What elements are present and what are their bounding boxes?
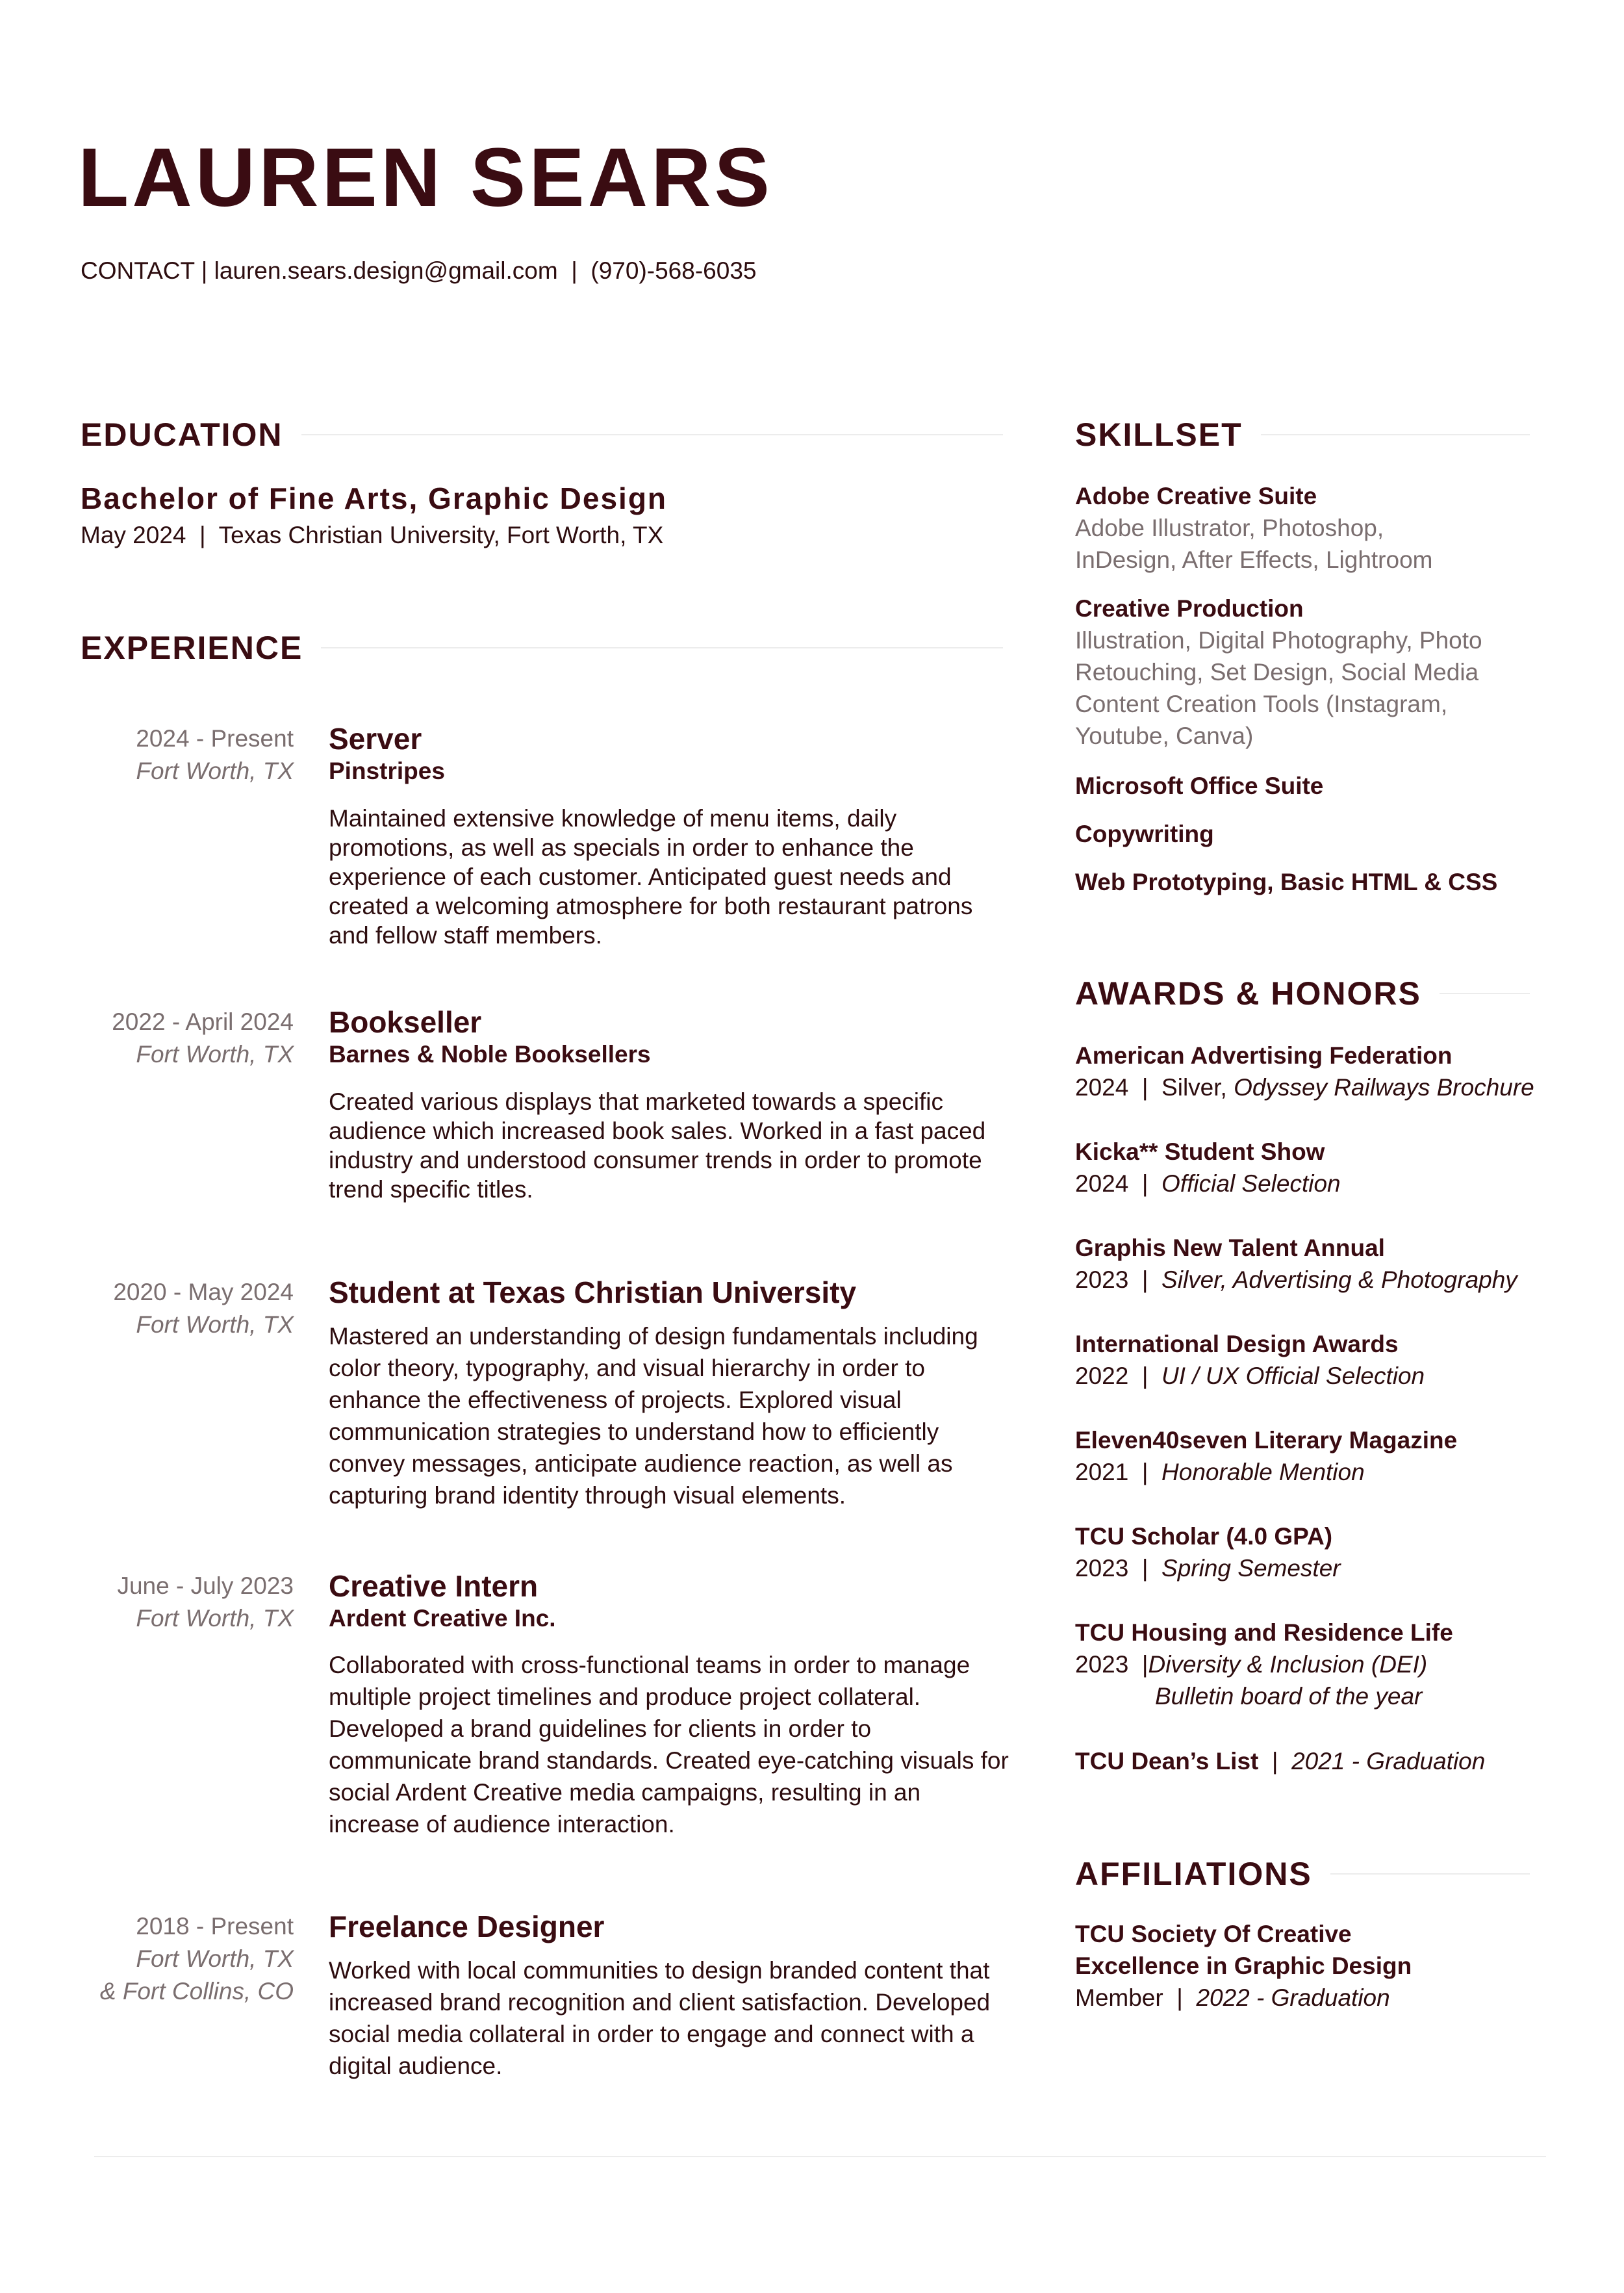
job-date: 2022 - April 2024 [112,1008,294,1035]
award-item: Kicka** Student Show 2024 | Official Selection [1075,1136,1569,1199]
skill-item [1075,770,1530,802]
education-school: Texas Christian University, Fort Worth, TX [218,522,664,548]
phone-number[interactable]: (970)-568-6035 [590,257,757,284]
skillset-heading [1075,416,1530,454]
education-heading [81,416,1003,454]
award-item: TCU Scholar (4.0 GPA) 2023 | Spring Semester [1075,1520,1569,1584]
award-name: Eleven40seven Literary Magazine [1075,1427,1458,1454]
experience-title: EXPERIENCE [81,630,303,666]
contact-line: CONTACT | lauren.sears.design@gmail.com | (970)-568-6035 [81,257,757,284]
award-item: American Advertising Federation 2024 | Silver, Odyssey Railways Brochure [1075,1040,1569,1103]
job-location: Fort Worth, TX [136,1605,294,1632]
award-detail: Silver, [1161,1074,1234,1101]
section-divider [321,647,1003,648]
job-title: Server [329,722,422,756]
skill-item [1075,866,1530,898]
award-detail-italic: Odyssey Railways Brochure [1234,1074,1534,1101]
award-detail-italic: Honorable Mention [1161,1459,1365,1485]
award-detail-italic: Spring Semester [1161,1555,1341,1582]
job-location-secondary: & Fort Collins, CO [99,1978,294,2005]
skill-item [1075,593,1530,752]
award-name: TCU Housing and Residence Life [1075,1619,1453,1646]
award-item: Eleven40seven Literary Magazine 2021 | Honorable Mention [1075,1424,1569,1488]
affiliation-item: TCU Society Of Creative Excellence in Graphic Design Member | 2022 - Graduation [1075,1918,1569,2014]
job-entry [81,723,1016,950]
section-divider [1261,434,1530,435]
award-item: International Design Awards 2022 | UI / UX Official Selection [1075,1328,1569,1392]
job-title: Bookseller [329,1005,482,1039]
skill-heading: Adobe Creative Suite [1075,483,1317,509]
skill-heading: Copywriting [1075,821,1214,847]
contact-label: CONTACT [81,257,195,284]
affiliations-title: AFFILIATIONS [1075,1856,1312,1892]
skill-detail: Adobe Illustrator, Photoshop, InDesign, After Effects, Lightroom [1075,515,1433,573]
skill-item [1075,480,1530,576]
affiliation-org-continued: Excellence in Graphic Design [1075,1953,1412,1979]
award-year: 2023 [1075,1651,1129,1678]
job-date: June - July 2023 [117,1572,294,1599]
award-name: TCU Dean’s List [1075,1748,1259,1774]
job-description: Collaborated with cross-functional teams in order to manage multiple project timelines and produce project collateral. Developed a brand guidelines for clients in order to communicate brand standards. Created eye-catching visuals for social Ardent Creative media campaigns, resulting in an increase of audience interaction. [329,1652,1009,1838]
section-divider [301,434,1003,435]
education-degree: Bachelor of Fine Arts, Graphic Design [81,481,668,515]
job-description: Mastered an understanding of design fundamentals including color theory, typography, and visual hierarchy in order to enhance the effectiveness of projects. Explored visual communication strategies to understand how to efficiently convey messages, anticipate audience reaction, as well as capturing brand identity through visual elements. [329,1323,978,1509]
award-detail-italic: Diversity & Inclusion (DEI) [1148,1651,1428,1678]
award-name: Graphis New Talent Annual [1075,1235,1385,1261]
job-entry [81,1006,1016,1204]
affiliations-heading [1075,1855,1530,1893]
section-divider [1440,993,1530,994]
job-entry [81,1910,1016,2082]
affiliation-role: Member [1075,1984,1163,2011]
award-year: 2024 [1075,1170,1129,1197]
award-name: American Advertising Federation [1075,1042,1453,1069]
job-company: Pinstripes [329,758,445,784]
award-detail-italic-continued: Bulletin board of the year [1155,1683,1423,1710]
job-date: 2018 - Present [136,1913,294,1940]
job-description: Created various displays that marketed towards a specific audience which increased book sales. Worked in a fast paced industry and understood consumer trends in order to promote trend specific titles. [329,1088,986,1203]
award-item: Graphis New Talent Annual 2023 | Silver, Advertising & Photography [1075,1232,1569,1296]
job-entry [81,1570,1016,1840]
page-title: LAUREN SEARS [78,131,773,224]
skill-heading: Microsoft Office Suite [1075,773,1324,799]
award-year: 2023 [1075,1266,1129,1293]
award-name: International Design Awards [1075,1331,1399,1357]
affiliation-period: 2022 - Graduation [1196,1984,1390,2011]
job-entry [81,1276,1016,1511]
award-year: 2021 [1075,1459,1129,1485]
email-link[interactable]: lauren.sears.design@gmail.com [214,257,558,284]
job-description: Maintained extensive knowledge of menu items, daily promotions, as well as specials in order to enhance the experience of each customer. Anticipated guest needs and created a welcoming atmosphere for both restaurant patrons and fellow staff members. [329,805,973,949]
awards-heading [1075,975,1530,1012]
skillset-title: SKILLSET [1075,416,1243,453]
education-date: May 2024 [81,522,186,548]
job-title: Freelance Designer [329,1910,605,1943]
job-company: Barnes & Noble Booksellers [329,1041,651,1068]
job-location: Fort Worth, TX [136,1945,294,1972]
job-date: 2024 - Present [136,725,294,752]
job-location: Fort Worth, TX [136,758,294,784]
award-name: Kicka** Student Show [1075,1138,1325,1165]
education-title: EDUCATION [81,416,283,453]
job-title: Student at Texas Christian University [329,1275,857,1309]
section-divider [1330,1873,1530,1875]
skill-detail: Illustration, Digital Photography, Photo Retouching, Set Design, Social Media Content Creation Tools (Instagram, Youtube, Canva) [1075,627,1482,749]
award-detail-italic: 2021 - Graduation [1291,1748,1486,1774]
affiliation-org: TCU Society Of Creative [1075,1921,1352,1947]
job-date: 2020 - May 2024 [113,1279,294,1305]
award-item: TCU Dean’s List | 2021 - Graduation [1075,1748,1486,1774]
job-title: Creative Intern [329,1569,539,1603]
job-location: Fort Worth, TX [136,1041,294,1068]
award-detail-italic: Official Selection [1161,1170,1341,1197]
award-year: 2023 [1075,1555,1129,1582]
footer-divider [94,2156,1546,2157]
skill-heading: Creative Production [1075,595,1304,622]
award-year: 2022 [1075,1363,1129,1389]
award-item: TCU Housing and Residence Life 2023 |Diversity & Inclusion (DEI) Bulletin board of the year [1075,1617,1569,1712]
job-company: Ardent Creative Inc. [329,1605,556,1632]
job-location: Fort Worth, TX [136,1311,294,1338]
awards-title: AWARDS & HONORS [1075,975,1421,1012]
award-year: 2024 [1075,1074,1129,1101]
skill-item [1075,818,1530,850]
award-detail-italic: Silver, Advertising & Photography [1161,1266,1517,1293]
skill-heading: Web Prototyping, Basic HTML & CSS [1075,869,1498,895]
job-description: Worked with local communities to design branded content that increased brand recognition and client satisfaction. Developed social media collateral in order to engage and connect with a digital audience. [329,1957,991,2079]
experience-heading [81,629,1003,667]
award-detail-italic: UI / UX Official Selection [1161,1363,1425,1389]
education-detail: May 2024 | Texas Christian University, Fort Worth, TX [81,522,664,548]
award-name: TCU Scholar (4.0 GPA) [1075,1523,1333,1550]
